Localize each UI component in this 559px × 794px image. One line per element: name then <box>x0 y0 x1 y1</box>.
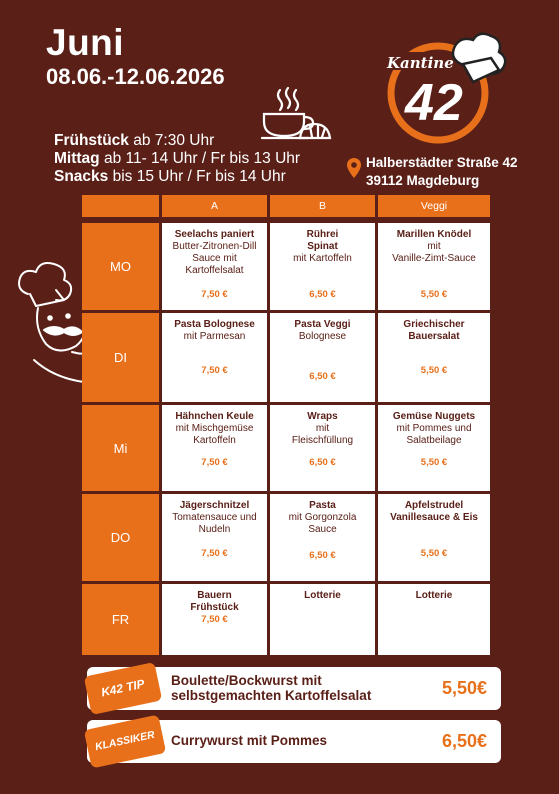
dish-name: Lotterie <box>304 590 341 601</box>
dish-name: Pasta Bolognese <box>174 319 255 330</box>
menu-cell <box>162 494 267 581</box>
location-pin-icon <box>346 157 362 179</box>
month-title: Juni <box>46 22 125 63</box>
dish-name: Bauern Frühstück <box>190 590 239 613</box>
dish-description: mit Fleischfüllung <box>291 423 354 446</box>
menu-cell <box>162 405 267 491</box>
dish-description: Butter-Zitronen-Dill Sauce mit Kartoffelsalat <box>172 241 257 276</box>
menu-cell <box>162 313 267 402</box>
menu-cell <box>270 405 375 491</box>
menu-cell <box>378 584 490 655</box>
dish-name: Lotterie <box>415 590 453 601</box>
address-street: Halberstädter Straße 42 <box>366 155 518 170</box>
dish-name: Pasta Veggi <box>294 319 351 330</box>
menu-cell <box>270 584 375 655</box>
dish-name: Griechischer Bauersalat <box>403 319 465 342</box>
dish-price: 7,50 € <box>201 614 228 625</box>
column-header: Veggi <box>378 195 490 217</box>
dish-name: Seelachs paniert <box>174 229 255 240</box>
menu-cell <box>378 405 490 491</box>
opening-hours <box>54 132 300 186</box>
menu-cell <box>270 494 375 581</box>
dish-price: 5,50 € <box>420 457 448 468</box>
dish-description: mit Kartoffeln <box>293 253 352 264</box>
dish-description: mit Pommes und Salatbeilage <box>396 423 472 446</box>
dish-description: mit Vanille-Zimt-Sauce <box>392 241 476 264</box>
dish-name: Wraps <box>307 411 338 422</box>
dish-name: Rührei Spinat <box>306 229 339 252</box>
header-corner <box>82 195 159 217</box>
dish-price: 7,50 € <box>201 365 228 376</box>
dish-price: 7,50 € <box>201 457 228 468</box>
hours-lunch: Mittag ab 11- 14 Uhr / Fr bis 13 Uhr <box>54 150 301 167</box>
hours-snacks: Snacks bis 15 Uhr / Fr bis 14 Uhr <box>54 168 286 185</box>
dish-description: mit Mischgemüse Kartoffeln <box>175 423 254 446</box>
date-range: 08.06.-12.06.2026 <box>46 64 225 89</box>
day-label: FR <box>82 584 159 655</box>
column-header: B <box>270 195 375 217</box>
dish-price: 5,50 € <box>420 548 448 559</box>
menu-cell <box>378 494 490 581</box>
dish-price: 6,50 € <box>309 457 336 468</box>
dish-description: mit Parmesan <box>183 331 246 342</box>
day-label: Mi <box>82 405 159 491</box>
hours-breakfast: Frühstück ab 7:30 Uhr <box>54 132 215 149</box>
special-text: Boulette/Bockwurst mit selbstgemachten Kartoffelsalat <box>171 673 372 703</box>
address-city: 39112 Magdeburg <box>366 173 480 188</box>
menu-cell <box>378 313 490 402</box>
dish-price: 5,50 € <box>420 289 448 300</box>
menu-cell <box>270 223 375 310</box>
column-header: A <box>162 195 267 217</box>
day-label: DO <box>82 494 159 581</box>
logo-number-text: 42 <box>405 74 463 132</box>
special-tag: KLASSIKER <box>84 715 166 769</box>
menu-cell <box>270 313 375 402</box>
special-text: Currywurst mit Pommes <box>171 733 328 748</box>
dish-name: Hähnchen Keule <box>175 411 254 422</box>
menu-cell <box>162 584 267 655</box>
dish-name: Gemüse Nuggets <box>392 411 476 422</box>
day-label: DI <box>82 313 159 402</box>
dish-price: 5,50 € <box>420 365 448 376</box>
special-tag: K42 TIP <box>84 662 163 715</box>
day-label: MO <box>82 223 159 310</box>
dish-price: 6,50 € <box>309 371 336 382</box>
dish-name: Marillen Knödel <box>396 229 472 240</box>
logo-script-text: Kantine <box>387 54 454 72</box>
dish-price: 7,50 € <box>201 548 228 559</box>
dish-name: Pasta <box>309 500 336 511</box>
dish-name: Apfelstrudel Vanillesauce & Eis <box>390 500 478 523</box>
kantine-42-logo <box>383 30 513 145</box>
special-price: 5,50€ <box>441 678 487 698</box>
address <box>366 154 518 190</box>
menu-cell <box>162 223 267 310</box>
menu-cell <box>378 223 490 310</box>
dish-name: Jägerschnitzel <box>179 500 250 511</box>
dish-price: 6,50 € <box>309 289 336 300</box>
dish-price: 7,50 € <box>201 289 228 300</box>
dish-description: Tomatensauce und Nudeln <box>172 512 257 535</box>
dish-description: Bolognese <box>298 331 347 342</box>
special-price: 6,50€ <box>441 731 487 751</box>
dish-description: mit Gorgonzola Sauce <box>288 512 357 535</box>
dish-price: 6,50 € <box>309 550 336 561</box>
